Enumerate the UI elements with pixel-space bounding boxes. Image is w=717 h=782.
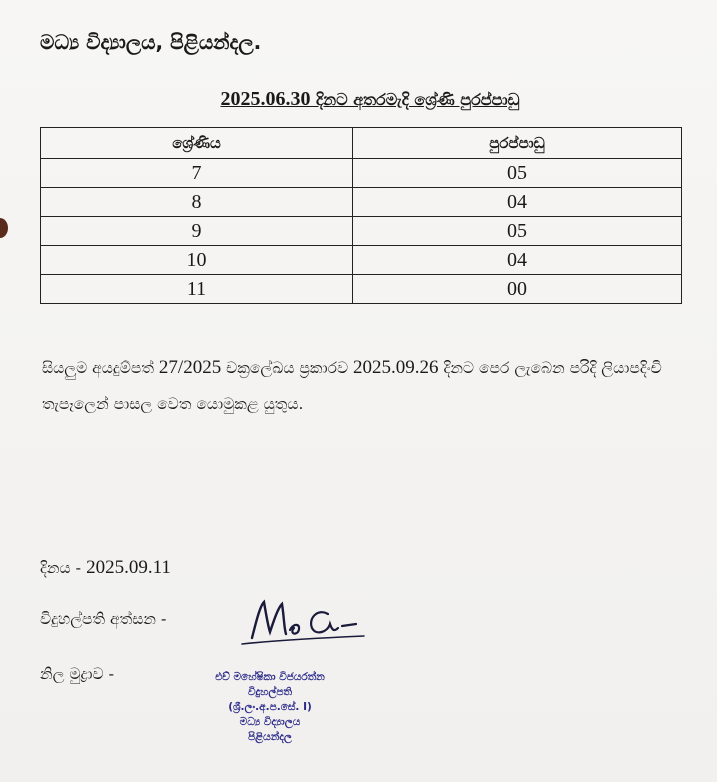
deadline-date: 2025.09.26 [353, 357, 439, 378]
table-title-text: දිනට අතරමැදි ශ්‍රේණි පුරප්පාඩු [310, 90, 520, 109]
notice-part1: සියලුම අයදුම්පත් [42, 359, 159, 377]
date-label: දිනය - [40, 559, 87, 577]
stamp-line: පිළියන්දල [248, 731, 292, 743]
date-line [40, 557, 171, 579]
cell-vacancies: 00 [353, 275, 682, 304]
table-title [150, 88, 590, 111]
cell-vacancies: 05 [353, 217, 682, 246]
official-stamp [175, 670, 365, 745]
stamp-line: මධ්‍ය විද්‍යාලය [239, 716, 301, 728]
date-value: 2025.09.11 [86, 557, 171, 578]
circular-number: 27/2025 [158, 357, 222, 378]
notice-part2: චක්‍රලේඛය ප්‍රකාරව [221, 359, 354, 377]
table-row [41, 217, 682, 246]
cell-grade: 8 [41, 188, 353, 217]
cell-grade: 11 [41, 275, 353, 304]
ink-blot [0, 218, 8, 238]
stamp-line: එච් මහේෂිකා විජයරත්න [215, 671, 325, 683]
seal-label: නිල මුද්‍රාව - [40, 665, 115, 683]
cell-vacancies: 04 [353, 188, 682, 217]
stamp-line: විදුහල්පති [247, 686, 293, 698]
stamp-line: (ශ්‍රී.ලං.අ.ප.සේ. I) [228, 701, 312, 713]
header-vacancies: පුරප්පාඩු [353, 128, 682, 159]
table-row [41, 159, 682, 188]
cell-vacancies: 05 [353, 159, 682, 188]
signature-label: විදුහල්පති අත්සන - [40, 610, 167, 628]
school-name: මධ්‍ය විද්‍යාලය, පිළියන්දල. [40, 30, 262, 54]
table-row [41, 246, 682, 275]
cell-grade: 9 [41, 217, 353, 246]
notice-paragraph [42, 350, 687, 422]
header-grade: ශ්‍රේණිය [41, 128, 353, 159]
seal-line [40, 665, 114, 684]
table-header-row [41, 128, 682, 159]
table-title-date: 2025.06.30 [220, 88, 311, 110]
notice-part3: දිනට පෙර ලැබෙන පරිදි ලියාපදිංචි තැපෑලෙන් පාසල වෙත යොමුකළ යුතුය. [42, 359, 662, 413]
vacancy-table [40, 127, 682, 304]
cell-grade: 10 [41, 246, 353, 275]
table-row [41, 188, 682, 217]
cell-grade: 7 [41, 159, 353, 188]
signature-line [40, 610, 166, 629]
table-row [41, 275, 682, 304]
cell-vacancies: 04 [353, 246, 682, 275]
handwritten-signature [238, 592, 368, 648]
